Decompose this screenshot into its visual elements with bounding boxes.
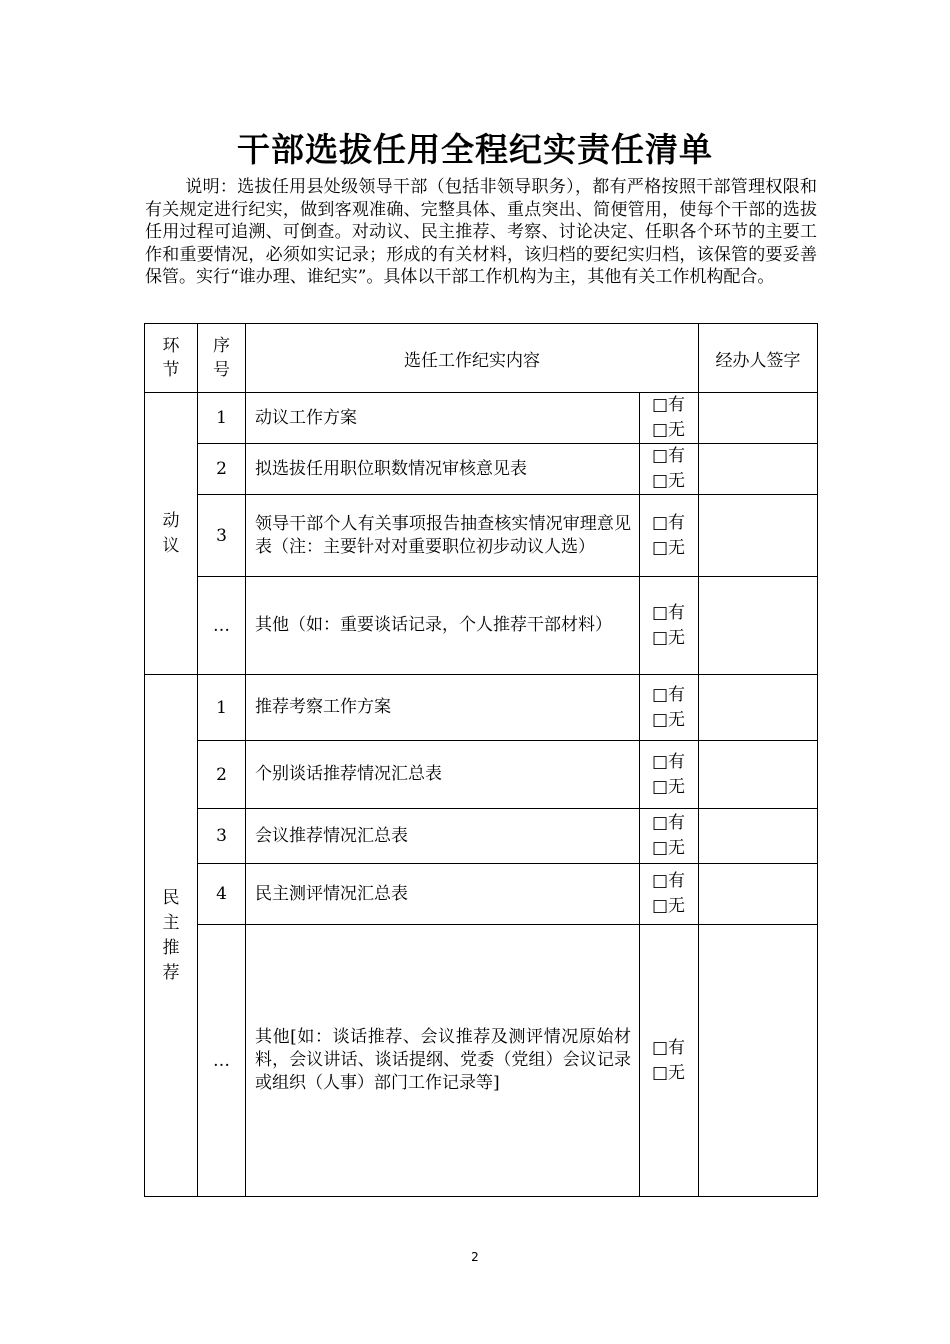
signature-cell[interactable] bbox=[699, 444, 818, 495]
row-number: … bbox=[198, 925, 246, 1197]
checkbox-group[interactable] bbox=[640, 864, 699, 925]
intro-text: 说明：选拔任用县处级领导干部（包括非领导职务），都有严格按照干部管理权限和有关规定进行纪实，做到客观准确、完整具体、重点突出、简便管用，使每个干部的选拔任用过程可追溯、可倒查。对动议、民主推荐、考察、讨论决定、任职各个环节的主要工作和重要情况，必须如实记录；形成的有关材料，该归档的要纪实归档，该保管的要妥善保管。实行“谁办理、谁纪实”。具体以干部工作机构为主，其他有关工作机构配合。 bbox=[145, 177, 817, 287]
row-number: 3 bbox=[198, 495, 246, 577]
row-content: 民主测评情况汇总表 bbox=[246, 864, 640, 925]
row-content: 会议推荐情况汇总表 bbox=[246, 809, 640, 864]
row-content: 推荐考察工作方案 bbox=[246, 675, 640, 741]
stage-cell-minzhu-tuijian: 民 主 推 荐 bbox=[145, 675, 198, 1197]
checkbox-yes[interactable]: □有 bbox=[652, 813, 686, 833]
signature-cell[interactable] bbox=[699, 741, 818, 809]
signature-cell[interactable] bbox=[699, 675, 818, 741]
row-number: 3 bbox=[198, 809, 246, 864]
checkbox-yes[interactable]: □有 bbox=[652, 871, 686, 891]
checkbox-no[interactable]: □无 bbox=[652, 471, 686, 491]
checkbox-group[interactable] bbox=[640, 741, 699, 809]
signature-cell[interactable] bbox=[699, 393, 818, 444]
checkbox-yes[interactable]: □有 bbox=[652, 512, 686, 533]
header-content: 选任工作纪实内容 bbox=[246, 324, 699, 393]
table-row bbox=[145, 864, 818, 925]
page-number: 2 bbox=[471, 1250, 479, 1264]
row-content: 其他[如：谈话推荐、会议推荐及测评情况原始材料，会议讲话、谈话提纲、党委（党组）会议记录或组织（人事）部门工作记录等] bbox=[246, 925, 640, 1197]
row-content: 拟选拔任用职位职数情况审核意见表 bbox=[246, 444, 640, 495]
checkbox-yes[interactable]: □有 bbox=[652, 446, 686, 466]
row-number: 1 bbox=[198, 393, 246, 444]
checkbox-group[interactable] bbox=[640, 675, 699, 741]
header-stage: 环 节 bbox=[145, 324, 198, 393]
signature-cell[interactable] bbox=[699, 864, 818, 925]
table-row bbox=[145, 675, 818, 741]
document-title: 干部选拔任用全程纪实责任清单 bbox=[237, 130, 713, 169]
checkbox-no[interactable]: □无 bbox=[652, 420, 686, 440]
table-row bbox=[145, 577, 818, 675]
table-row bbox=[145, 741, 818, 809]
signature-cell[interactable] bbox=[699, 925, 818, 1197]
table-row bbox=[145, 393, 818, 444]
checkbox-yes[interactable]: □有 bbox=[652, 684, 686, 705]
intro-paragraph bbox=[145, 176, 817, 289]
row-content: 领导干部个人有关事项报告抽查核实情况审理意见表（注：主要针对对重要职位初步动议人选） bbox=[246, 495, 640, 577]
signature-cell[interactable] bbox=[699, 577, 818, 675]
checkbox-no[interactable]: □无 bbox=[652, 627, 686, 648]
table-row bbox=[145, 809, 818, 864]
responsibility-table bbox=[144, 323, 818, 1197]
row-number: … bbox=[198, 577, 246, 675]
checkbox-group[interactable] bbox=[640, 444, 699, 495]
checkbox-group[interactable] bbox=[640, 393, 699, 444]
row-number: 4 bbox=[198, 864, 246, 925]
header-signature: 经办人签字 bbox=[699, 324, 818, 393]
table-row bbox=[145, 925, 818, 1197]
checkbox-group[interactable] bbox=[640, 925, 699, 1197]
signature-cell[interactable] bbox=[699, 809, 818, 864]
table-header-row bbox=[145, 324, 818, 393]
stage-cell-dongyi: 动 议 bbox=[145, 393, 198, 675]
checkbox-yes[interactable]: □有 bbox=[652, 602, 686, 623]
header-number: 序 号 bbox=[198, 324, 246, 393]
row-number: 1 bbox=[198, 675, 246, 741]
table-row bbox=[145, 444, 818, 495]
row-content: 个别谈话推荐情况汇总表 bbox=[246, 741, 640, 809]
checkbox-no[interactable]: □无 bbox=[652, 1062, 686, 1083]
checkbox-group[interactable] bbox=[640, 809, 699, 864]
checkbox-yes[interactable]: □有 bbox=[652, 751, 686, 772]
row-number: 2 bbox=[198, 444, 246, 495]
checkbox-yes[interactable]: □有 bbox=[652, 395, 686, 415]
row-number: 2 bbox=[198, 741, 246, 809]
signature-cell[interactable] bbox=[699, 495, 818, 577]
row-content: 动议工作方案 bbox=[246, 393, 640, 444]
checkbox-group[interactable] bbox=[640, 577, 699, 675]
table-row bbox=[145, 495, 818, 577]
checkbox-yes[interactable]: □有 bbox=[652, 1037, 686, 1058]
checkbox-no[interactable]: □无 bbox=[652, 838, 686, 858]
checkbox-no[interactable]: □无 bbox=[652, 776, 686, 797]
row-content: 其他（如：重要谈话记录，个人推荐干部材料） bbox=[246, 577, 640, 675]
checkbox-no[interactable]: □无 bbox=[652, 709, 686, 730]
checkbox-no[interactable]: □无 bbox=[652, 896, 686, 916]
checkbox-no[interactable]: □无 bbox=[652, 537, 686, 558]
checkbox-group[interactable] bbox=[640, 495, 699, 577]
